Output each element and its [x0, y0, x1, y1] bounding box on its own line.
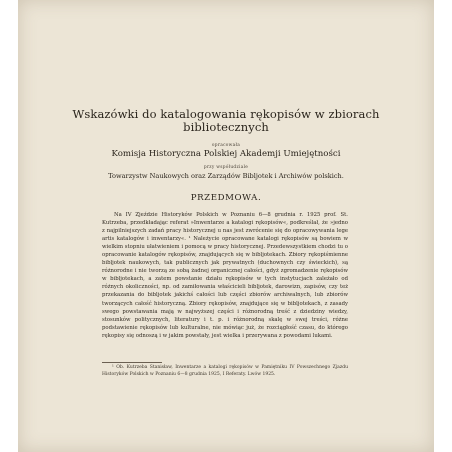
document-page	[18, 0, 434, 452]
participation-label: przy współudziale	[203, 165, 249, 170]
footnote-divider	[102, 362, 162, 363]
footnote: ¹ Ob. Kutrzeba Stanisław, Inwentarze a katalogi rękopisów w Pamiętniku IV Powszechnego Zjazdu Historyków Polskich w Poznaniu 6—8 grudnia 1925, I Referaty. Lwów 1925.	[102, 365, 348, 377]
commission-name: Komisja Historyczna Polskiej Akademji Umiejętności	[111, 149, 341, 159]
prepared-by-label: opracowała	[211, 143, 241, 148]
body-paragraph: Na IV Zjeździe Historyków Polskich w Poznaniu 6—8 grudnia r. 1925 prof. St. Kutrzeba, przedkładając referat »Inwentarze a katalogi rękopisów«, podkreślał, że »jedno z najpilniejszych zadań pracy historycznej u nas jest zwrócenie się do opracowywania lege artis katalogów i inwentarzy«. ¹ Należycie opracowane katalogi rękopisów są bowiem w wielkim stopniu ułatwieniem i pomocą w pracy historycznej. Przedewszystkiem chodzi tu o opracowanie katalogów rękopisów, znajdujących się w bibljotekach. Zbiory rękopiśmienne bibljotek naukowych, tak publicznych jak prywatnych (duchownych czy świeckich), są różnorodne i nie tworzą ze sobą żadnej organicznej całości, gdyż zgromadzenie rękopisów w bibljotekach, a zatem powstanie działu rękopisów w tych instytucjach zależało od różnych okoliczności, np. od zamiłowania właścicieli bibljotek, darowizn, zapisów, czy też przekazania do bibljotek jakichś całości lub części zbiorów archiwalnych, lub zbiorów tworzących całość historyczną. Zbiory rękopisów, znajdujące się w bibljotekach, z zasady swego powstawania mają w najwyższej części i różnorodną treść z dziedziny wiedzy, stosunków politycznych, literatury i t. p. i różnorodną skalę w swej treści, różne podstawienie rękopisów lub kulturalne, nie mówiąc już, że rozciągłość czasu, do którego rękopisy się odnoszą i w jakim powstały, jest wielka i przerywana z powodami lukami.	[102, 212, 348, 339]
document-title: Wskazówki do katalogowania rękopisów w zbiorach bibliotecznych	[72, 107, 380, 134]
section-heading: PRZEDMOWA.	[190, 193, 262, 203]
societies-line: Towarzystw Naukowych oraz Zarządów Bibljotek i Archiwów polskich.	[108, 172, 344, 180]
